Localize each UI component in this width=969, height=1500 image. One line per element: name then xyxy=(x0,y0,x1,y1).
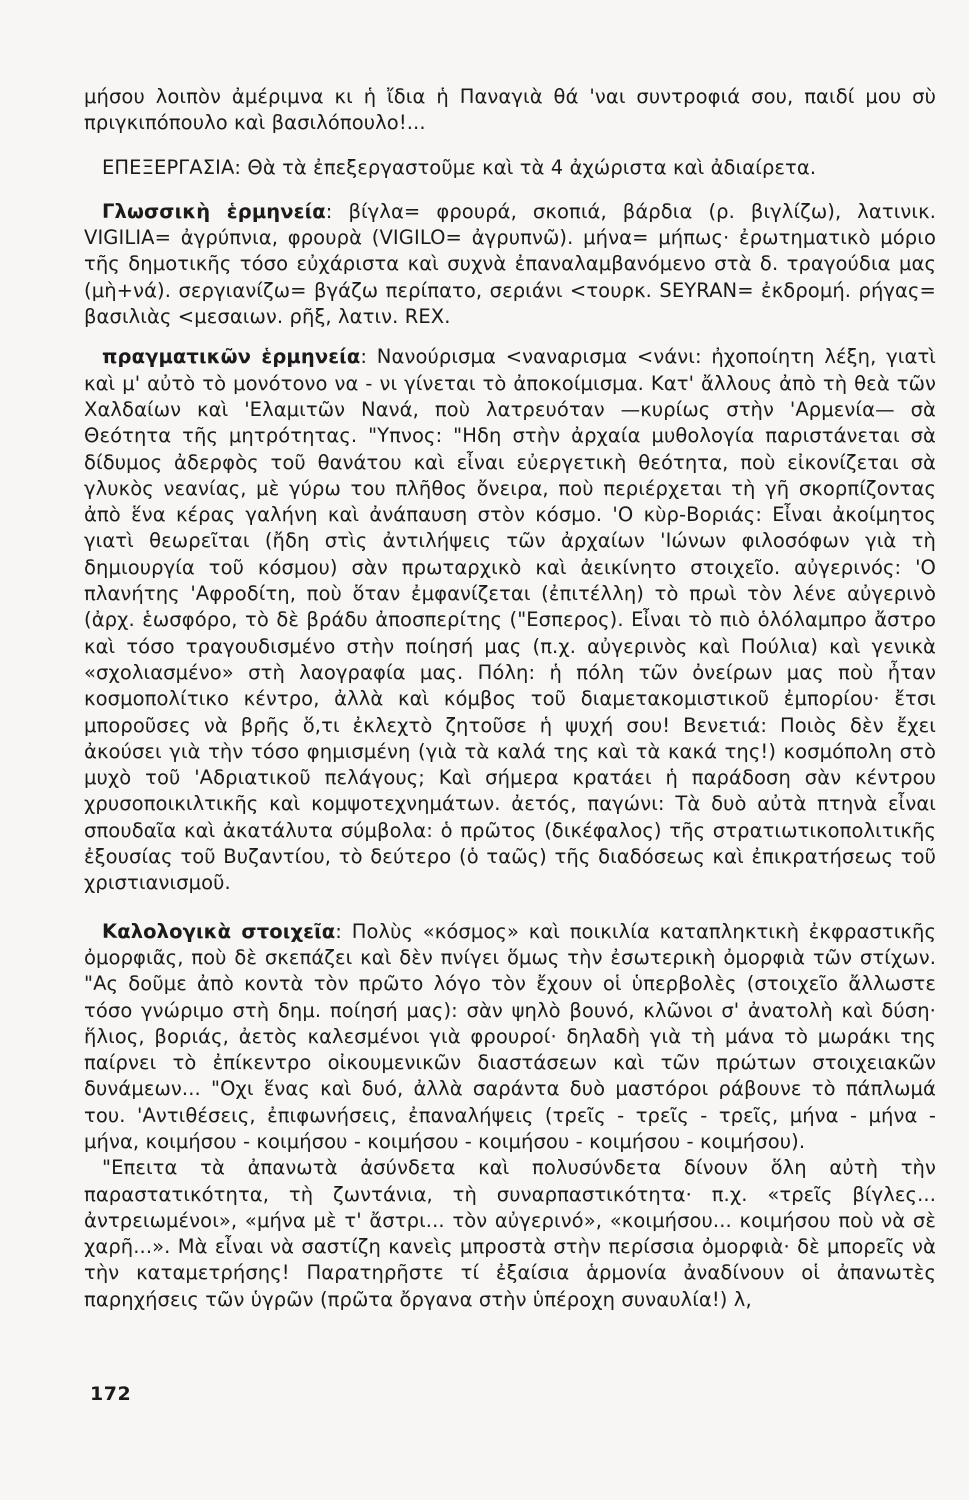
page-number: 172 xyxy=(90,1383,132,1405)
paragraph-4-text: : Νανούρισμα <ναναρισμα <νάνι: ἠχοποίητη λέξη, γιατὶ καὶ μ' αὐτὸ τὸ μονότονο να - νι γίνεται τὸ ἀποκοίμισμα. Κατ' ἄλλους ἀπὸ τὴ θεὰ τῶν Χαλδαίων καὶ 'Ελαμιτῶν Νανά, ποὺ λατρευόταν —κυρίως στὴν 'Αρμενία— σὰ Θεότητα τῆς μητρότητας. "Υπνος: "Ηδη στὴν ἀρχαία μυθολογία παριστάνεται σὰ δίδυμος ἀδερφὸς τοῦ θανάτου καὶ εἶναι εὐεργετικὴ θεότητα, ποὺ εἰκονίζεται σὰ γλυκὸς νεανίας, μὲ γύρω του πλῆθος ὄνειρα, ποὺ περιέρχεται τὴ γῆ σκορπίζοντας ἀπὸ ἕνα κέρας γαλήνη καὶ ἀνάπαυση στὸν κόσμο. 'Ο κὺρ-Βοριάς: Εἶναι ἀκοίμητος γιατὶ θεωρεῖται (ἤδη στὶς ἀντιλήψεις τῶν ἀρχαίων 'Ιώνων φιλοσόφων γιὰ τὴ δημιουργία τοῦ κόσμου) σὰν πρωταρχικὸ καὶ ἀεικίνητο στοιχεῖο. αὐγερινός: 'Ο πλανήτης 'Αφροδίτη, ποὺ ὅταν ἐμφανίζεται (ἐπιτέλλη) τὸ πρωὶ τὸν λένε αὐγερινὸ (ἀρχ. ἑωσφόρο, τὸ δὲ βράδυ ἀποσπερίτης ("Εσπερος). Εἶναι τὸ πιὸ ὁλόλαμπρο ἄστρο καὶ τόσο τραγουδισμένο στὴν ποίησή μας (π.χ. αὐγερινὸς καὶ Πούλια) καὶ γενικὰ «σχολιασμένο» στὴ λαογραφία μας. Πόλη: ἡ πόλη τῶν ὀνείρων μας ποὺ ἦταν κοσμοπολίτικο κέντρο, ἀλλὰ καὶ κόμβος τοῦ διαμετακομιστικοῦ ἐμπορίου· ἔτσι μποροῦσες νὰ βρῆς ὅ,τι ἐκλεχτὸ ζητοῦσε ἡ ψυχή σου! Βενετιά: Ποιὸς δὲν ἔχει ἀκούσει γιὰ τὴν τόσο φημισμένη (γιὰ τὰ καλά της καὶ τὰ κακά της!) κοσμόπολη στὸ μυχὸ τοῦ 'Αδριατικοῦ πελάγους; Καὶ σήμερα κρατάει ἡ παράδοση σὰν κέντρου χρυσοποικιλτικῆς καὶ κομψοτεχνημάτων. ἀετός, παγώνι: Τὰ δυὸ αὐτὰ πτηνὰ εἶναι σπουδαῖα καὶ ἀκατάλυτα σύμβολα: ὁ πρῶτος (δικέφαλος) τῆς στρατιωτικοπολιτικῆς ἐξουσίας τοῦ Βυζαντίου, τὸ δεύτερο (ὁ ταῶς) τῆς διαδόσεως καὶ ἐπικρατήσεως τοῦ χριστιανισμοῦ. xyxy=(84,345,936,895)
paragraph-4 xyxy=(84,344,936,896)
section-heading-factual: πραγματικῶν ἑρμηνεία xyxy=(102,345,361,369)
paragraph-2-text: ΕΠΕΞΕΡΓΑΣΙΑ: Θὰ τὰ ἐπεξεργαστοῦμε καὶ τὰ 4 ἀχώριστα καὶ ἀδιαίρετα. xyxy=(102,155,817,179)
paragraph-3-text: : βίγλα= φρουρά, σκοπιά, βάρδια (ρ. βιγλίζω), λατινικ. VIGILIA= ἀγρύπνια, φρουρὰ (VIGILO= ἀγρυπνῶ). μήνα= μήπως· ἐρωτηματικὸ μόριο τῆς δημοτικῆς τόσο εὐχάριστα καὶ συχνὰ ἐπαναλαμβανόμενο στὰ δ. τραγούδια μας (μὴ+νά). σεργιανίζω= βγάζω περίπατο, σεριάνι <τουρκ. SEYRAN= ἐκδρομή. ρήγας= βασιλιὰς <μεσαιων. ρῆξ, λατιν. REX. xyxy=(84,199,936,329)
paragraph-1-text: μήσου λοιπὸν ἀμέριμνα κι ἡ ἴδια ἡ Παναγιὰ θά 'ναι συντροφιά σου, παιδί μου σὺ πριγκιπόπουλο καὶ βασιλόπουλο!... xyxy=(84,85,936,135)
paragraph-1 xyxy=(84,84,936,137)
paragraph-3 xyxy=(84,199,936,330)
section-heading-linguistic: Γλωσσικὴ ἑρμηνεία xyxy=(102,199,326,223)
section-heading-stylistic: Καλολογικὰ στοιχεῖα xyxy=(102,919,336,943)
paragraph-6-text: "Επειτα τὰ ἀπανωτὰ ἀσύνδετα καὶ πολυσύνδετα δίνουν ὅλη αὐτὴ τὴν παραστατικότητα, τὴ ζωντάνια, τὴ συναρπαστικότητα· π.χ. «τρεῖς βίγλες... ἀντρειωμένοι», «μήνα μὲ τ' ἄστρι... τὸν αὐγερινό», «κοιμήσου... κοιμήσου ποὺ νὰ σὲ χαρῆ...». Μὰ εἶναι νὰ σαστίζη κανεὶς μπροστὰ στὴν περίσσια ὀμορφιὰ· δὲ μπορεῖς νὰ τὴν καταμετρήσης! Παρατηρῆστε τί ἐξαίσια ἁρμονία ἀναδίνουν οἱ ἀπανωτὲς παρηχήσεις τῶν ὑγρῶν (πρῶτα ὄργανα στὴν ὑπέροχη συναυλία!) λ, xyxy=(84,1156,936,1311)
paragraph-5 xyxy=(84,919,936,1156)
body-text xyxy=(84,84,936,1313)
paragraph-6 xyxy=(84,1155,936,1313)
paragraph-2 xyxy=(84,155,936,181)
paragraph-5-text: : Πολὺς «κόσμος» καὶ ποικιλία καταπληκτικὴ ἐκφραστικῆς ὀμορφιᾶς, ποὺ δὲ σκεπάζει καὶ δὲν πνίγει ὅμως τὴν ἐσωτερικὴ ὀμορφιὰ τῶν στίχων. "Ας δοῦμε ἀπὸ κοντὰ τὸν πρῶτο λόγο τὸν ἔχουν οἱ ὑπερβολὲς (στοιχεῖο ἄλλωστε τόσο γνώριμο στὴ δημ. ποίησή μας): σὰν ψηλὸ βουνό, κλῶνοι σ' ἀνατολὴ καὶ δύση· ἥλιος, βοριάς, ἀετὸς καλεσμένοι γιὰ φρουροί· δηλαδὴ γιὰ τὴ μάνα τὸ μωράκι της παίρνει τὸ ἐπίκεντρο οἰκουμενικῶν διαστάσεων καὶ τῶν πρώτων στοιχειακῶν δυνάμεων... "Οχι ἕνας καὶ δυό, ἀλλὰ σαράντα δυὸ μαστόροι ράβουνε τὸ πάπλωμά του. 'Αντιθέσεις, ἐπιφωνήσεις, ἐπαναλήψεις (τρεῖς - τρεῖς - τρεῖς, μήνα - μήνα - μήνα, κοιμήσου - κοιμήσου - κοιμήσου - κοιμήσου - κοιμήσου - κοιμήσου). xyxy=(84,919,936,1153)
